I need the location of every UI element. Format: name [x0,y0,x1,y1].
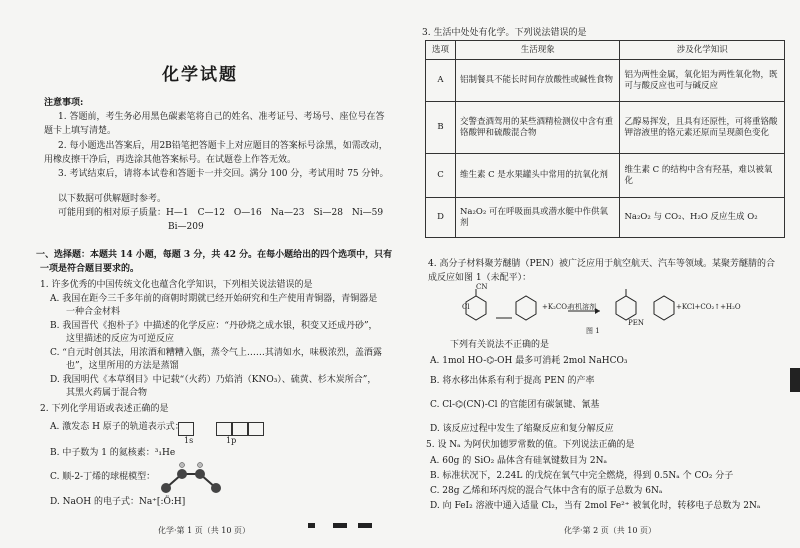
note-line: 3. 考试结束后，请将本试卷和答题卡一并交回。满分 100 分，考试用时 75 分钟。 [58,169,389,179]
table-cell: 维生素 C 的结构中含有羟基，难以被氧化 [620,154,785,198]
table-header: 生活现象 [455,41,620,60]
reaction-solvent: 有机溶剂 [568,303,596,311]
table-row [426,154,785,198]
page-footer: 化学·第 1 页（共 10 页） [158,526,250,535]
question-1-stem: 1. 许多优秀的中国传统文化也蕴含化学知识，下列相关说法错误的是 [40,280,313,290]
table-header: 选项 [426,41,456,60]
q4-stem: 下列有关说法不正确的是 [450,340,550,350]
figure-label: 图 1 [586,327,600,335]
question-4-intro: 成反应如图 1（未配平）： [428,273,532,283]
orbital-label-1s: 1s [184,436,194,445]
reaction-k2co3: +K₂CO₃ [542,303,570,311]
reaction-products: +KCl+CO₂↑+H₂O [676,303,741,311]
table-cell: B [426,102,456,154]
q4-option-d: D. 该反应过程中发生了缩聚反应和复分解反应 [430,424,614,434]
table-cell: 乙醇易挥发，且具有还原性，可将重铬酸钾溶液里的铬元素还原而呈现颜色变化 [620,102,785,154]
page-footer: 化学·第 2 页（共 10 页） [564,526,656,535]
notes-heading: 注意事项: [44,98,84,108]
note-line: 2. 每小题选出答案后，用2B铅笔把答题卡上对应题目的答案标号涂黑，如需改动， [58,141,388,151]
table-header: 涉及化学知识 [620,41,785,60]
q2-option-b: B. 中子数为 1 的氦核素：³₁He [50,448,176,458]
q3-table [425,40,785,238]
reaction-cl: Cl [462,303,470,311]
q1-option-d: D. 我国明代《本草纲目》中记载“（火药）乃焰消（KNO₃）、硫黄、杉木炭所合”， [50,375,377,385]
question-5-stem: 5. 设 Nₐ 为阿伏加德罗常数的值。下列说法正确的是 [426,440,635,450]
atomic-mass-line: Bi—209 [168,222,204,232]
orbital-label-1p: 1p [226,436,237,445]
table-header-row [426,41,785,60]
q1-option-c: 也”，这里所用的方法是蒸馏 [66,361,179,371]
table-cell: Na₂O₂ 可在呼吸面具或潜水艇中作供氧剂 [455,198,620,238]
question-2-stem: 2. 下列化学用语或表述正确的是 [40,404,169,414]
reaction-pen-label: PEN [628,319,644,327]
q5-option-c: C. 28g 乙烯和环丙烷的混合气体中含有的原子总数为 6Nₐ [430,486,663,496]
q5-option-a: A. 60g 的 SiO₂ 晶体含有硅氧键数目为 2Nₐ [430,456,607,466]
q4-option-c: C. Cl-⌬(CN)-Cl 的官能团有碳氯键、氰基 [430,400,600,410]
table-cell: 铝为两性金属，氧化铝为两性氧化物，既可与酸反应也可与碱反应 [620,60,785,102]
q2-option-c: C. 顺-2-丁烯的球棍模型： [50,472,156,482]
q1-option-a: 一种合金材料 [66,307,121,317]
table-cell: 铝制餐具不能长时间存放酸性或碱性食物 [455,60,620,102]
table-cell: Na₂O₂ 与 CO₂、H₂O 反应生成 O₂ [620,198,785,238]
atomic-mass-line: 可能用到的相对原子质量：H—1 C—12 O—16 Na—23 Si—28 Ni—59 [58,208,384,218]
q2-option-d: D. NaOH 的电子式：Na⁺[:Ö:H] [50,497,186,507]
table-cell: C [426,154,456,198]
page-edge-tab [790,368,800,392]
q5-option-d: D. 向 FeI₂ 溶液中通入适量 Cl₂，当有 2mol Fe²⁺ 被氧化时，转移电子总数为 2Nₐ [430,501,761,511]
q1-option-d: 其黑火药属于混合物 [66,388,148,398]
section-heading: 一、选择题：本题共 14 小题，每题 3 分，共 42 分。在每小题给出的四个选项中，只有 [36,250,393,260]
note-line: 题卡上填写清楚。 [44,126,117,136]
table-row [426,60,785,102]
section-heading: 一项是符合题目要求的。 [40,264,140,274]
q5-option-b: B. 标准状况下，2.24L 的戊烷在氧气中完全燃烧，得到 0.5Nₐ 个 CO₂ 分子 [430,471,734,481]
table-cell: D [426,198,456,238]
table-cell: 交警查酒驾用的某些酒精检测仪中含有重铬酸钾和硫酸混合物 [455,102,620,154]
q4-option-a: A. 1mol HO-⌬-OH 最多可消耗 2mol NaHCO₃ [430,356,628,366]
scan-marks [340,513,390,532]
q4-option-b: B. 将水移出体系有利于提高 PEN 的产率 [430,376,595,386]
ball-stick-model [158,460,226,496]
table-cell: 维生素 C 是水果罐头中常用的抗氧化剂 [455,154,620,198]
q1-option-c: C. “自元时创其法，用浓酒和糟糟入甑，蒸令气上……其清如水，味极浓烈，盖酒露 [50,348,382,358]
exam-title: 化学试题 [162,65,238,85]
table-row [426,102,785,154]
note-line: 1. 答题前，考生务必用黑色碳素笔将自己的姓名、准考证号、考场号、座位号在答 [58,112,385,122]
reaction-cn: CN [476,283,488,291]
note-line: 用橡皮擦干净后，再选涂其他答案标号。在试题卷上作答无效。 [44,155,297,165]
table-row [426,198,785,238]
data-intro: 以下数据可供解题时参考。 [58,194,167,204]
question-3-stem: 3. 生活中处处有化学。下列说法错误的是 [422,28,587,38]
q1-option-b: 这里描述的反应为可逆反应 [66,334,175,344]
q2-option-a: A. 激发态 H 原子的轨道表示式： [50,422,184,432]
q1-option-a: A. 我国在距今三千多年前的商朝时期就已经开始研究和生产使用青铜器，青铜器是 [50,294,378,304]
table-cell: A [426,60,456,102]
question-4-intro: 4. 高分子材料聚芳醚腈（PEN）被广泛应用于航空航天、汽车等领域。某聚芳醚腈的合 [428,259,775,269]
q1-option-b: B. 我国晋代《抱朴子》中描述的化学反应：“丹砂烧之成水银，积变又还成丹砂”， [50,321,378,331]
